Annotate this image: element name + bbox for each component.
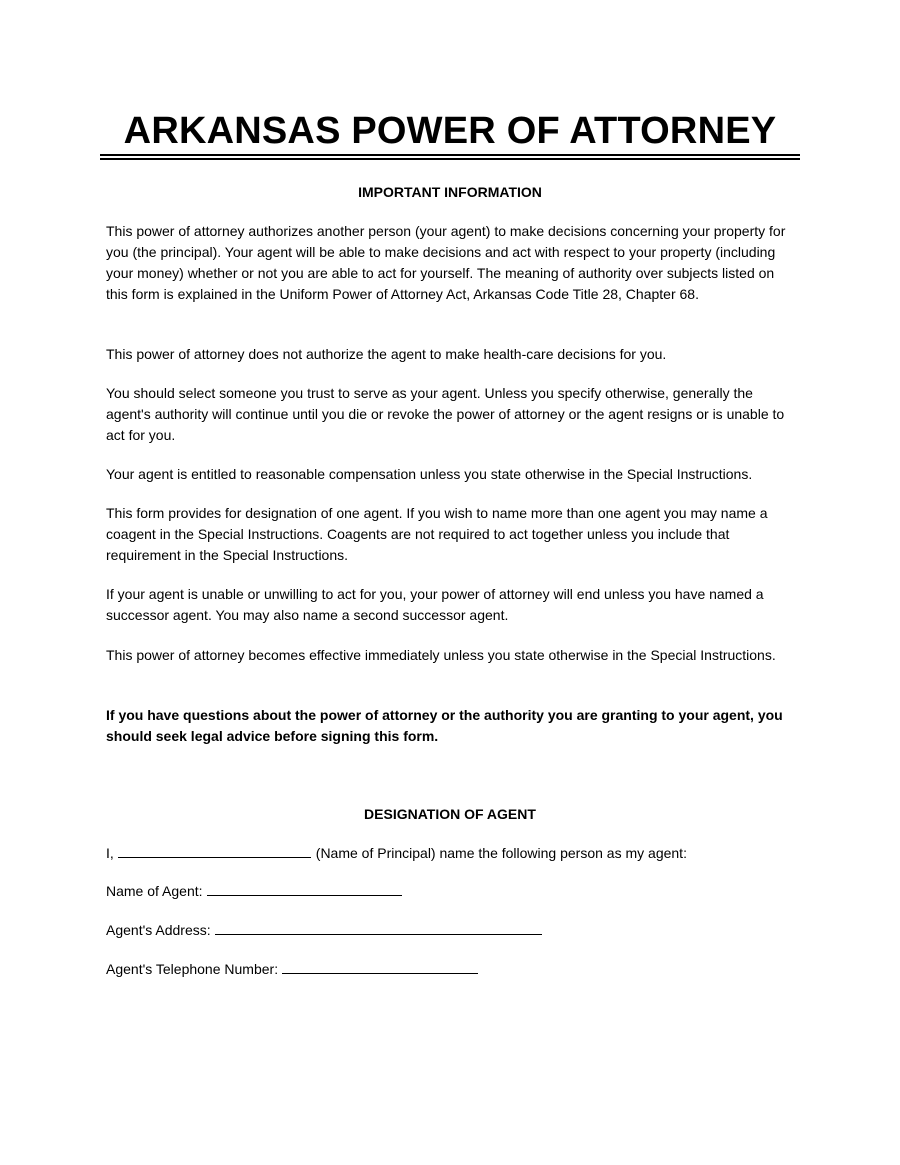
- principal-prefix: I,: [106, 845, 114, 861]
- principal-suffix: (Name of Principal) name the following person as my agent:: [315, 845, 687, 861]
- document-title: ARKANSAS POWER OF ATTORNEY: [123, 110, 777, 152]
- title-underline-top: [100, 154, 800, 156]
- agent-phone-row: [106, 959, 478, 979]
- agent-name-blank[interactable]: [207, 881, 402, 896]
- paragraph-health-care: This power of attorney does not authorize the agent to make health-care decisions for you.: [106, 346, 667, 362]
- agent-phone-label: Agent's Telephone Number:: [106, 961, 279, 977]
- principal-name-row: [106, 843, 687, 863]
- agent-address-row: [106, 920, 542, 940]
- designation-of-agent-heading: DESIGNATION OF AGENT: [364, 806, 536, 822]
- agent-address-blank[interactable]: [215, 920, 542, 935]
- agent-name-label: Name of Agent:: [106, 883, 203, 899]
- paragraph-coagent: This form provides for designation of one agent. If you wish to name more than one agent you may name a coagent in the Special Instructions. Coagents are not required to act together unless you include that requirement in the Special Instructions.: [106, 505, 768, 563]
- agent-name-row: [106, 881, 402, 901]
- paragraph-effective-date: This power of attorney becomes effective immediately unless you state otherwise in the Special Instructions.: [106, 647, 776, 663]
- important-information-heading: IMPORTANT INFORMATION: [358, 184, 542, 200]
- agent-phone-blank[interactable]: [282, 959, 478, 974]
- principal-name-blank[interactable]: [118, 843, 311, 858]
- title-underline-bottom: [100, 158, 800, 160]
- paragraph-select-agent: You should select someone you trust to serve as your agent. Unless you specify otherwise, generally the agent's authority will continue until you die or revoke the power of attorney or the agent resigns or is unable to act for you.: [106, 385, 785, 443]
- paragraph-successor-agent: If your agent is unable or unwilling to act for you, your power of attorney will end unless you have named a successor agent. You may also name a second successor agent.: [106, 586, 764, 623]
- paragraph-authorization: This power of attorney authorizes another person (your agent) to make decisions concerning your property for you (the principal). Your agent will be able to make decisions and act with respect to your property (including your money) whether or not you are able to act for yourself. The meaning of authority over subjects listed on this form is explained in the Uniform Power of Attorney Act, Arkansas Code Title 28, Chapter 68.: [106, 223, 786, 302]
- paragraph-legal-advice: If you have questions about the power of attorney or the authority you are granting to your agent, you should seek legal advice before signing this form.: [106, 707, 783, 744]
- paragraph-compensation: Your agent is entitled to reasonable compensation unless you state otherwise in the Special Instructions.: [106, 466, 753, 482]
- agent-address-label: Agent's Address:: [106, 922, 211, 938]
